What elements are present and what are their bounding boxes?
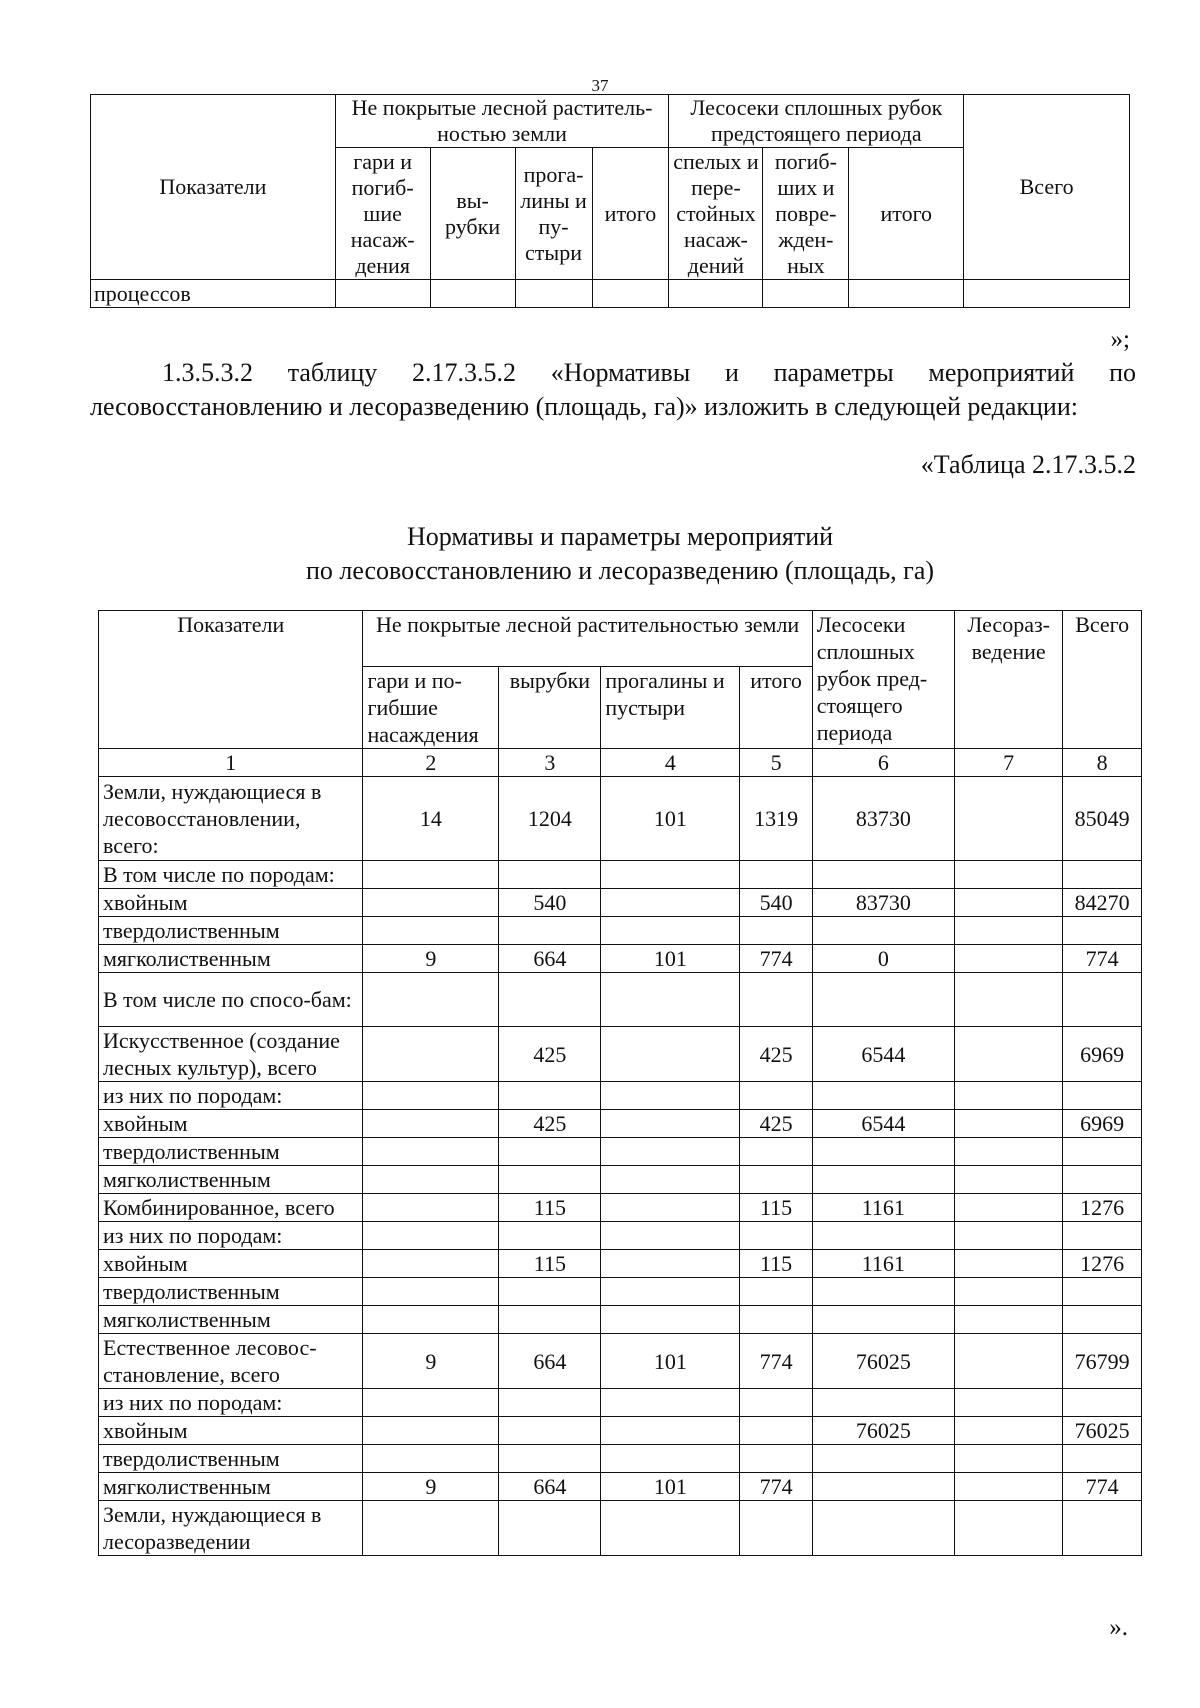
table-row [99, 1138, 1142, 1166]
cell-c8 [1063, 1222, 1142, 1250]
cell-c3: 1204 [499, 777, 601, 861]
cell-c6 [812, 1473, 954, 1501]
table-row [99, 945, 1142, 973]
cell-c5 [740, 1278, 812, 1306]
subheader-damaged: погиб-ших и повре-жден-ных [763, 148, 849, 280]
table-row [99, 1082, 1142, 1110]
cell-c8: 1276 [1063, 1250, 1142, 1278]
cell-c7 [955, 1222, 1063, 1250]
cell-c5: 774 [740, 1473, 812, 1501]
cell-c2 [363, 1278, 499, 1306]
closing-quote-2: ». [1109, 1614, 1128, 1641]
header-unforested: Не покрытые лесной раститель-ностью земли [335, 95, 669, 148]
cell-c5: 774 [740, 1334, 812, 1389]
cell-c5: 1319 [740, 777, 812, 861]
cell-c3: 664 [499, 945, 601, 973]
cell-c3: 425 [499, 1110, 601, 1138]
cell-c7 [955, 917, 1063, 945]
column-number: 7 [955, 749, 1063, 777]
main-table [98, 610, 1142, 1556]
cell-c7 [955, 1027, 1063, 1082]
cell-c6 [812, 1389, 954, 1417]
cell-c5 [740, 1417, 812, 1445]
cell-c6: 76025 [812, 1417, 954, 1445]
closing-quote-1: »; [1110, 326, 1130, 353]
table-row [99, 1334, 1142, 1389]
cell-c7 [955, 1389, 1063, 1417]
cell-c6: 1161 [812, 1194, 954, 1222]
cell-c4 [601, 1138, 740, 1166]
table-row [99, 1166, 1142, 1194]
cell-c4 [601, 861, 740, 889]
cell-c3 [499, 1306, 601, 1334]
cell-c2: 9 [363, 1334, 499, 1389]
cell-c5 [740, 1389, 812, 1417]
cell-c4: 101 [601, 945, 740, 973]
cell-c7 [955, 1306, 1063, 1334]
cell-c4 [601, 1501, 740, 1556]
column-number: 6 [812, 749, 954, 777]
cell-c2 [363, 1138, 499, 1166]
cell-c6 [812, 1138, 954, 1166]
cell-c2 [363, 1222, 499, 1250]
cell-c2 [363, 1027, 499, 1082]
cell-c5 [740, 917, 812, 945]
table-row [99, 889, 1142, 917]
cell-c3: 115 [499, 1194, 601, 1222]
cell-c2 [363, 1250, 499, 1278]
cell-c2 [363, 1082, 499, 1110]
cell-c3 [499, 1082, 601, 1110]
cell-c7 [955, 1110, 1063, 1138]
cell-c8: 84270 [1063, 889, 1142, 917]
cell-c2 [363, 973, 499, 1027]
cell-c2 [363, 861, 499, 889]
cell-c6: 83730 [812, 777, 954, 861]
column-number: 3 [499, 749, 601, 777]
cell-c7 [955, 1278, 1063, 1306]
cell-c4 [601, 1082, 740, 1110]
table-row [99, 777, 1142, 861]
cell-c3 [499, 973, 601, 1027]
cell-c4 [601, 1166, 740, 1194]
cell-c6 [812, 1278, 954, 1306]
header-glades: прогалины и пустыри [601, 667, 740, 749]
cell-c8: 76025 [1063, 1417, 1142, 1445]
cell-c2: 14 [363, 777, 499, 861]
cell-c6 [812, 1166, 954, 1194]
title-line-1: Нормативы и параметры мероприятий [406, 522, 834, 551]
cell-c5: 425 [740, 1110, 812, 1138]
cell-c6 [812, 973, 954, 1027]
cell-c3: 425 [499, 1027, 601, 1082]
cell-c7 [955, 945, 1063, 973]
cell-c5: 774 [740, 945, 812, 973]
header-burned: гари и по-гибшие насаждения [363, 667, 499, 749]
row-label: Земли, нуждающиеся в лесоразведении [99, 1501, 363, 1556]
cell-c7 [955, 1501, 1063, 1556]
table-row [99, 1445, 1142, 1473]
cell-c4 [601, 1250, 740, 1278]
cell-c2: 9 [363, 945, 499, 973]
cell-c6: 6544 [812, 1027, 954, 1082]
cell-c2 [363, 1389, 499, 1417]
header-unforested: Не покрытые лесной растительностью земли [363, 611, 812, 667]
cell-c2 [363, 1306, 499, 1334]
header-total: Всего [1063, 611, 1142, 749]
cell-c8 [1063, 1166, 1142, 1194]
row-label: твердолиственным [99, 917, 363, 945]
cell-c4 [601, 1417, 740, 1445]
table-label: «Таблица 2.17.3.5.2 [920, 450, 1136, 479]
cell-c7 [955, 861, 1063, 889]
cell-c4 [601, 973, 740, 1027]
cell-c8 [1063, 861, 1142, 889]
table-row [99, 1278, 1142, 1306]
cell-c5 [740, 1166, 812, 1194]
cell-c3 [499, 861, 601, 889]
cell-c5 [740, 973, 812, 1027]
row-label: мягколиственным [99, 1306, 363, 1334]
cell-c6 [812, 1501, 954, 1556]
cell-c3 [499, 1166, 601, 1194]
cell-c2 [363, 1110, 499, 1138]
row-label: хвойным [99, 1417, 363, 1445]
cell-c3 [499, 1138, 601, 1166]
cell-c8: 85049 [1063, 777, 1142, 861]
title-line-2: по лесовосстановлению и лесоразведению (площадь, га) [305, 556, 935, 585]
cell-c5 [740, 1306, 812, 1334]
header-indicators: Показатели [99, 611, 363, 749]
header-subtotal: итого [740, 667, 812, 749]
row-label: хвойным [99, 1110, 363, 1138]
cell-c7 [955, 973, 1063, 1027]
cell-c7 [955, 1166, 1063, 1194]
cell-c6: 0 [812, 945, 954, 973]
header-indicators: Показатели [91, 95, 336, 280]
cell-c6 [812, 1082, 954, 1110]
cell-c4 [601, 917, 740, 945]
cell-c4 [601, 1027, 740, 1082]
cell-c8: 6969 [1063, 1027, 1142, 1082]
cell-c8 [1063, 1306, 1142, 1334]
cell-c3 [499, 1445, 601, 1473]
cell-c7 [955, 1194, 1063, 1222]
table-row [99, 1473, 1142, 1501]
cell-c8: 6969 [1063, 1110, 1142, 1138]
cell-c3: 664 [499, 1334, 601, 1389]
cell-c7 [955, 1138, 1063, 1166]
table-row [99, 1222, 1142, 1250]
cell-c8 [1063, 1389, 1142, 1417]
cell-c5 [740, 1138, 812, 1166]
cell-c2 [363, 917, 499, 945]
cell-c6 [812, 1306, 954, 1334]
cell-c4 [601, 1194, 740, 1222]
cell-c5: 540 [740, 889, 812, 917]
column-number: 2 [363, 749, 499, 777]
table-row [99, 973, 1142, 1027]
column-number: 4 [601, 749, 740, 777]
table-row [99, 917, 1142, 945]
subheader-mature: спелых и пере-стойных насаж-дений [669, 148, 763, 280]
cell-c4: 101 [601, 1473, 740, 1501]
cell-c6 [812, 917, 954, 945]
cell-c4 [601, 1445, 740, 1473]
cell-c8 [1063, 1445, 1142, 1473]
row-label: мягколиственным [99, 1166, 363, 1194]
cell-c2 [363, 1417, 499, 1445]
cell-c4 [601, 1389, 740, 1417]
cell-c5 [740, 1501, 812, 1556]
row-label: Искусственное (создание лесных культур), всего [99, 1027, 363, 1082]
cell-c6: 1161 [812, 1250, 954, 1278]
cell-c8 [1063, 1082, 1142, 1110]
header-cutting: Лесосеки сплошных рубок предстоящего периода [669, 95, 964, 148]
header-cuttings: вырубки [499, 667, 601, 749]
cell-c8 [1063, 917, 1142, 945]
cell-c4 [601, 1306, 740, 1334]
row-label: хвойным [99, 1250, 363, 1278]
cell-c5: 115 [740, 1194, 812, 1222]
cell-c8 [1063, 1278, 1142, 1306]
cell-c8: 774 [1063, 1473, 1142, 1501]
cell-c2 [363, 1501, 499, 1556]
cell-c8 [1063, 1501, 1142, 1556]
cell-c3 [499, 1501, 601, 1556]
cell-c3: 664 [499, 1473, 601, 1501]
row-label: хвойным [99, 889, 363, 917]
cell-c5 [740, 1082, 812, 1110]
cell-c6 [812, 1222, 954, 1250]
cell-c6: 76025 [812, 1334, 954, 1389]
row-label: из них по породам: [99, 1222, 363, 1250]
cell-c7 [955, 1250, 1063, 1278]
cell-c8 [1063, 1138, 1142, 1166]
row-label: процессов [91, 280, 336, 308]
table-title [0, 520, 1200, 588]
top-table-fragment [90, 94, 1130, 308]
cell-c5 [740, 1222, 812, 1250]
table-row [99, 1027, 1142, 1082]
table-row [99, 1110, 1142, 1138]
page-number: 37 [591, 76, 609, 95]
cell-c5: 115 [740, 1250, 812, 1278]
cell-c2 [363, 889, 499, 917]
row-label: Естественное лесовос-становление, всего [99, 1334, 363, 1389]
cell-c8: 774 [1063, 945, 1142, 973]
subheader-glades: прога-лины и пу-стыри [515, 148, 592, 280]
cell-c7 [955, 889, 1063, 917]
subheader-cuttings: вы-рубки [430, 148, 515, 280]
subheader-subtotal-2: итого [849, 148, 964, 280]
row-label: твердолиственным [99, 1278, 363, 1306]
header-clear-cut: Лесосеки сплошных рубок пред-стоящего периода [812, 611, 954, 749]
cell-c3 [499, 1389, 601, 1417]
row-label: Комбинированное, всего [99, 1194, 363, 1222]
cell-c8: 1276 [1063, 1194, 1142, 1222]
column-number: 1 [99, 749, 363, 777]
cell-c2 [363, 1166, 499, 1194]
cell-c2 [363, 1194, 499, 1222]
row-label: твердолиственным [99, 1138, 363, 1166]
cell-c7 [955, 1417, 1063, 1445]
column-number-row [99, 749, 1142, 777]
cell-c7 [955, 777, 1063, 861]
cell-c4: 101 [601, 777, 740, 861]
cell-c4 [601, 889, 740, 917]
row-label: Земли, нуждающиеся в лесовосстановлении, всего: [99, 777, 363, 861]
cell-c7 [955, 1334, 1063, 1389]
cell-c6: 83730 [812, 889, 954, 917]
row-label: В том числе по спосо-бам: [99, 973, 363, 1027]
cell-c4 [601, 1222, 740, 1250]
amendment-paragraph: 1.3.5.3.2 таблицу 2.17.3.5.2 «Нормативы и параметры мероприятий по лесовосстановлению и лесоразведению (площадь, га)» изложить в следующей редакции: [90, 358, 1136, 421]
row-label: из них по породам: [99, 1389, 363, 1417]
subheader-burned: гари и погиб-шие насаж-дения [335, 148, 430, 280]
cell-c7 [955, 1445, 1063, 1473]
cell-c3 [499, 917, 601, 945]
cell-c5 [740, 1445, 812, 1473]
column-number: 8 [1063, 749, 1142, 777]
header-afforestation: Лесораз-ведение [955, 611, 1063, 749]
cell-c8 [1063, 973, 1142, 1027]
row-label: твердолиственным [99, 1445, 363, 1473]
cell-c7 [955, 1473, 1063, 1501]
row-label: мягколиственным [99, 1473, 363, 1501]
table-row [99, 1250, 1142, 1278]
cell-c6 [812, 861, 954, 889]
cell-c4 [601, 1110, 740, 1138]
cell-c3 [499, 1278, 601, 1306]
cell-c6 [812, 1445, 954, 1473]
column-number: 5 [740, 749, 812, 777]
cell-c2: 9 [363, 1473, 499, 1501]
cell-c3 [499, 1222, 601, 1250]
cell-c8: 76799 [1063, 1334, 1142, 1389]
subheader-subtotal: итого [592, 148, 669, 280]
row-label: В том числе по породам: [99, 861, 363, 889]
table-row [99, 1417, 1142, 1445]
row-label: мягколиственным [99, 945, 363, 973]
cell-c3: 115 [499, 1250, 601, 1278]
cell-c2 [363, 1445, 499, 1473]
table-row [99, 1501, 1142, 1556]
cell-c5: 425 [740, 1027, 812, 1082]
table-row [99, 1389, 1142, 1417]
header-total: Всего [964, 95, 1130, 280]
cell-c3 [499, 1417, 601, 1445]
table-row [99, 1194, 1142, 1222]
cell-c4: 101 [601, 1334, 740, 1389]
cell-c4 [601, 1278, 740, 1306]
cell-c5 [740, 861, 812, 889]
cell-c3: 540 [499, 889, 601, 917]
table-row [99, 1306, 1142, 1334]
table-row [99, 861, 1142, 889]
row-label: из них по породам: [99, 1082, 363, 1110]
cell-c6: 6544 [812, 1110, 954, 1138]
cell-c7 [955, 1082, 1063, 1110]
